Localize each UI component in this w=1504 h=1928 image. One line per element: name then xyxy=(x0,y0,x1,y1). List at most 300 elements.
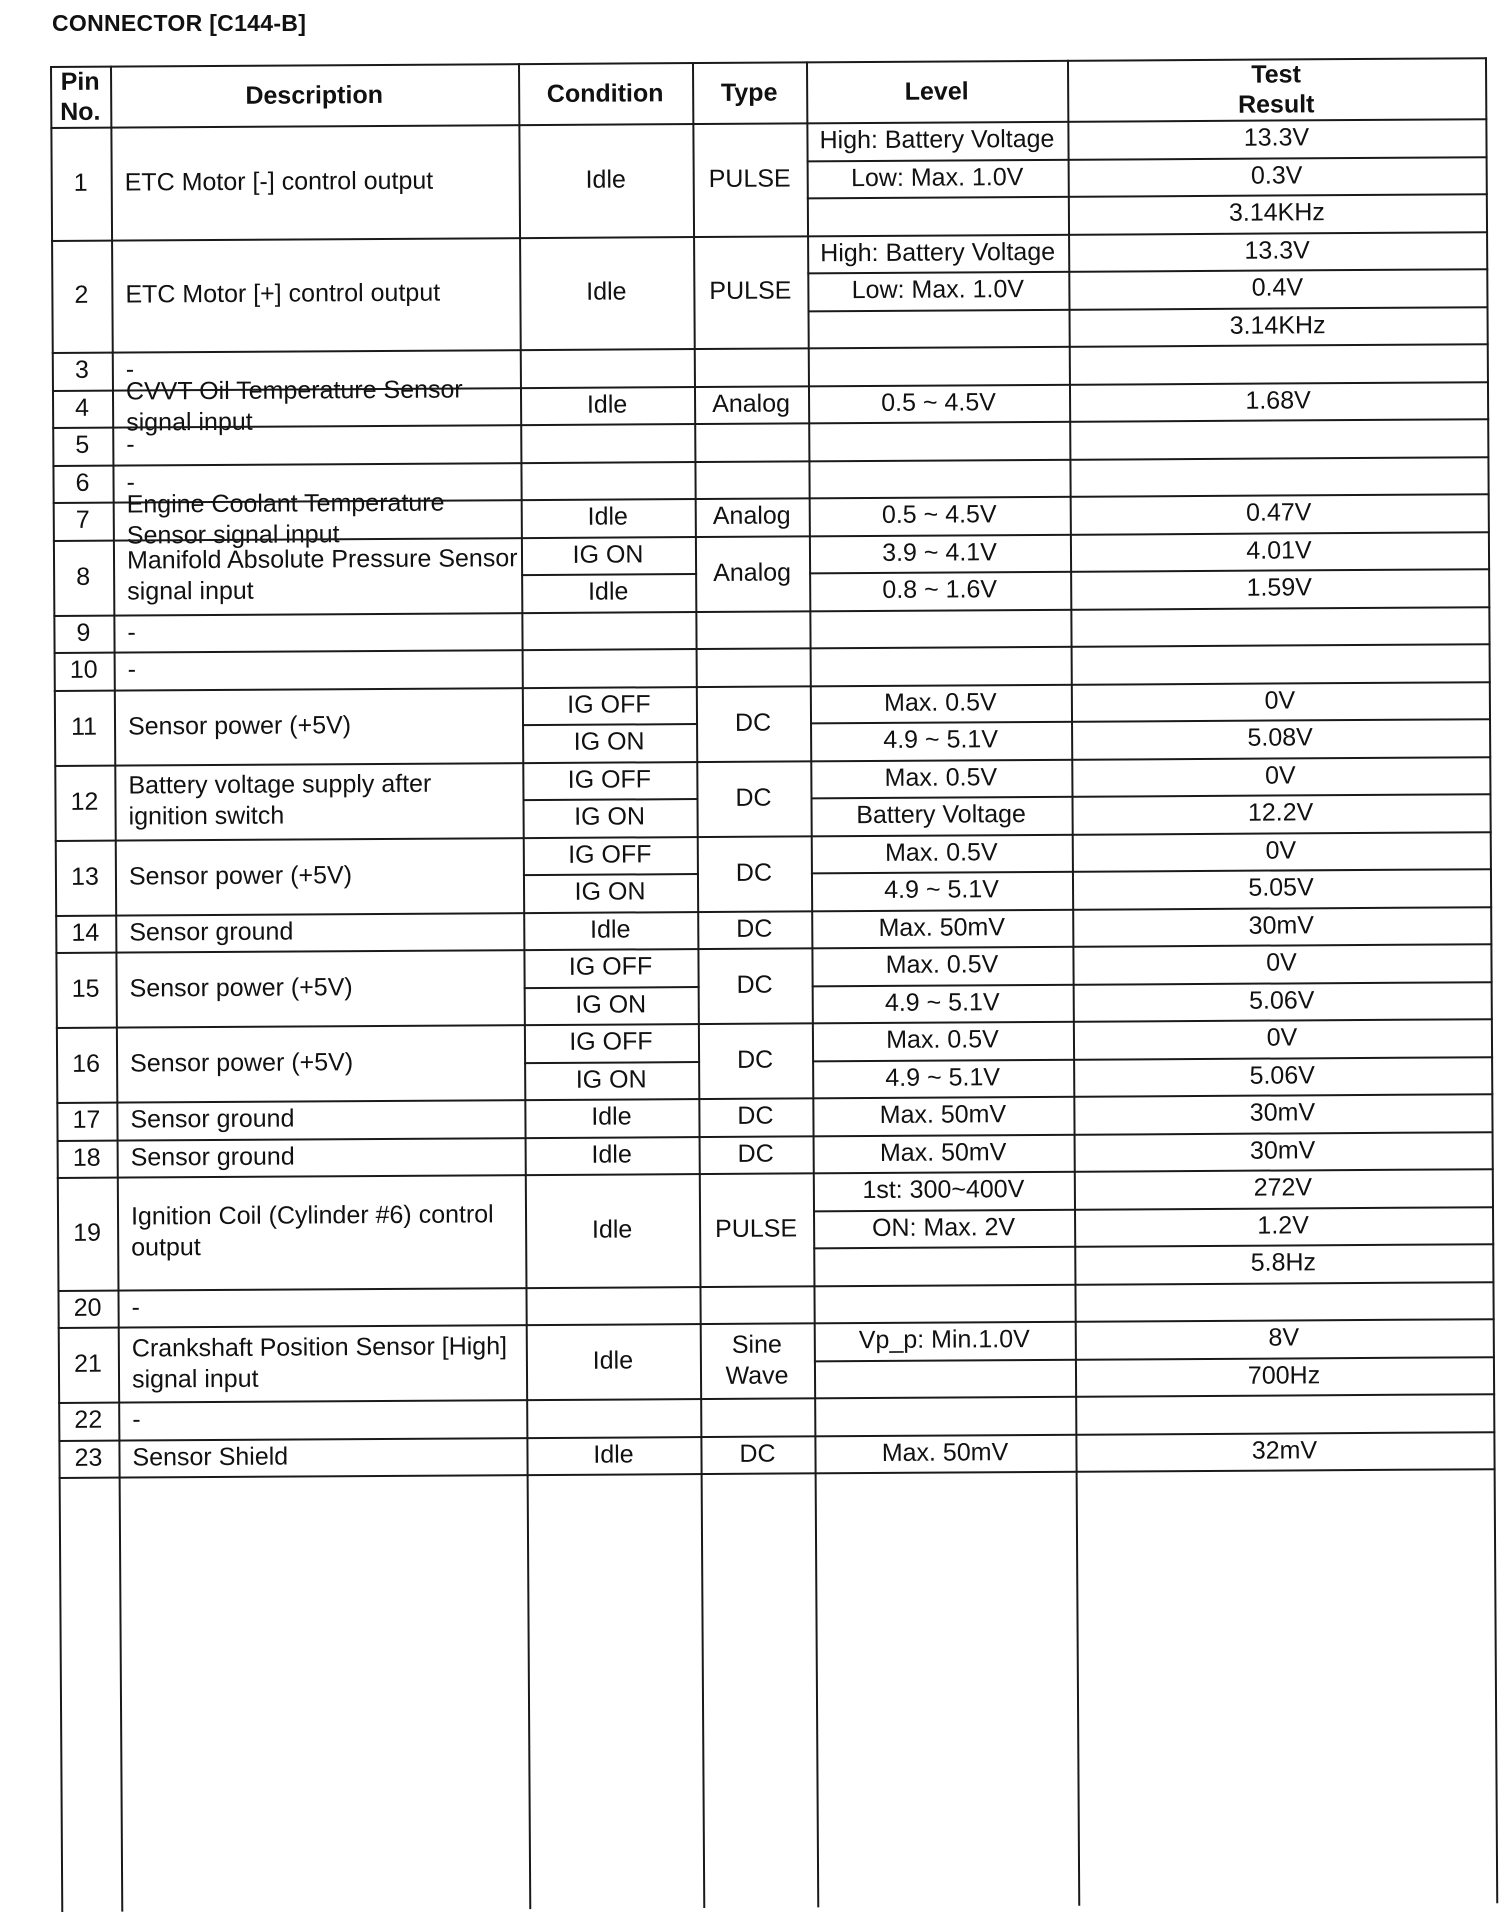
test-result-text: 5.05V xyxy=(1248,873,1314,902)
condition xyxy=(522,761,696,800)
pin-number-text: 3 xyxy=(74,356,89,385)
type xyxy=(698,1097,812,1135)
type-text: Analog xyxy=(713,557,792,587)
description-text: - xyxy=(131,1293,140,1322)
level-text: 4.9 ~ 5.1V xyxy=(885,1062,1001,1092)
test-result xyxy=(1073,1093,1491,1133)
level-text: Max. 0.5V xyxy=(886,1025,999,1055)
description-text: Sensor ground xyxy=(130,1142,295,1172)
test-result xyxy=(1071,643,1489,683)
description-text: Sensor power (+5V) xyxy=(127,710,352,741)
level xyxy=(811,946,1072,985)
condition-text: IG ON xyxy=(574,802,646,832)
test-result-text: 30mV xyxy=(1249,1098,1316,1127)
level-text: 0.5 ~ 4.5V xyxy=(881,500,997,530)
condition xyxy=(524,1098,698,1137)
condition-text: Idle xyxy=(585,165,626,194)
description xyxy=(110,124,519,239)
test-result xyxy=(1067,118,1485,158)
description-text: Ignition Coil (Cylinder #6) control output xyxy=(130,1200,494,1262)
type xyxy=(693,235,808,348)
condition xyxy=(523,873,697,912)
pin-number xyxy=(55,914,115,952)
pin-number xyxy=(50,127,111,240)
pin-number-text: 20 xyxy=(73,1293,102,1322)
type xyxy=(696,760,810,836)
header-pin-text: Pin No. xyxy=(60,67,101,126)
header-type-text: Type xyxy=(720,78,778,107)
test-result-text: 0.3V xyxy=(1250,161,1303,190)
description-text: Sensor power (+5V) xyxy=(128,860,353,891)
condition xyxy=(522,798,696,837)
description xyxy=(117,1287,525,1327)
type xyxy=(696,685,810,761)
level xyxy=(809,496,1070,535)
type-text: PULSE xyxy=(715,1214,798,1243)
type-text: DC xyxy=(737,1139,774,1168)
description xyxy=(116,1024,524,1101)
level-text: Max. 0.5V xyxy=(884,837,998,867)
type-text: DC xyxy=(735,783,772,812)
level-text: 4.9 ~ 5.1V xyxy=(884,987,1000,1017)
condition-text: Idle xyxy=(586,277,627,306)
description-text: Manifold Absolute Pressure Sensor signal input xyxy=(126,544,518,606)
type xyxy=(700,1397,814,1435)
description-text: - xyxy=(132,1405,141,1434)
level-text: High: Battery Voltage xyxy=(819,125,1055,155)
test-result xyxy=(1071,793,1489,833)
level xyxy=(808,308,1069,347)
test-result xyxy=(1073,1056,1491,1096)
level xyxy=(808,346,1069,385)
level xyxy=(814,1358,1075,1397)
condition-text: IG ON xyxy=(575,1065,647,1094)
type xyxy=(697,947,811,1023)
description xyxy=(118,1437,526,1477)
level xyxy=(812,1021,1073,1060)
header-type xyxy=(692,61,806,123)
test-result xyxy=(1070,568,1488,608)
test-result-text: 1.68V xyxy=(1245,386,1311,415)
condition-text: IG OFF xyxy=(567,765,652,794)
level xyxy=(811,908,1072,947)
description-text: ETC Motor [-] control output xyxy=(124,166,434,197)
level xyxy=(810,646,1071,685)
description xyxy=(112,424,520,464)
level xyxy=(809,571,1070,610)
type-text: PULSE xyxy=(709,276,792,306)
condition xyxy=(524,1061,698,1100)
pin-number-text: 19 xyxy=(73,1218,102,1247)
pin-number-text: 1 xyxy=(73,168,88,197)
type xyxy=(696,647,810,685)
level-text: 1st: 300~400V xyxy=(862,1175,1025,1205)
level xyxy=(808,421,1069,460)
test-result xyxy=(1071,756,1489,796)
test-result-text: 0.47V xyxy=(1245,498,1312,527)
test-result xyxy=(1075,1431,1493,1471)
description xyxy=(115,837,523,914)
test-result-text: 0V xyxy=(1266,948,1297,977)
pin-number xyxy=(53,502,113,540)
test-result xyxy=(1073,981,1491,1021)
test-result-text: 8V xyxy=(1268,1323,1300,1352)
pin-number xyxy=(53,539,113,614)
type xyxy=(695,535,809,611)
test-result-text: 1.59V xyxy=(1246,573,1312,602)
pin-number xyxy=(55,839,115,914)
condition xyxy=(523,836,697,875)
test-result xyxy=(1074,1206,1492,1246)
type-text: Analog xyxy=(712,501,791,531)
type xyxy=(700,1322,814,1398)
condition xyxy=(523,911,697,950)
level-text: Vp_p: Min.1.0V xyxy=(858,1325,1030,1355)
pin-number xyxy=(54,764,114,839)
level xyxy=(807,233,1068,272)
pin-number-text: 6 xyxy=(75,468,90,497)
description xyxy=(111,237,520,352)
test-result xyxy=(1074,1168,1492,1208)
description-text: Crankshaft Position Sensor [High] signal input xyxy=(131,1331,508,1394)
pin-number xyxy=(53,614,113,652)
level xyxy=(809,533,1070,572)
test-result xyxy=(1068,306,1486,346)
type xyxy=(699,1285,813,1323)
test-result xyxy=(1072,943,1490,983)
condition xyxy=(520,348,694,387)
test-result xyxy=(1068,193,1486,233)
test-result-text: 3.14KHz xyxy=(1228,198,1325,228)
level xyxy=(813,1133,1074,1172)
type-text: DC xyxy=(737,1101,774,1131)
type xyxy=(700,1435,814,1473)
type xyxy=(694,385,808,423)
level xyxy=(808,383,1069,422)
level xyxy=(811,871,1072,910)
condition xyxy=(521,573,695,612)
description xyxy=(118,1324,526,1401)
description xyxy=(115,912,523,952)
level-text: 4.9 ~ 5.1V xyxy=(883,725,999,755)
level xyxy=(813,1171,1074,1210)
level-text: Max. 50mV xyxy=(878,912,1006,942)
condition-text: Idle xyxy=(593,1440,634,1469)
description-text: Sensor ground xyxy=(130,1104,295,1134)
test-result xyxy=(1074,1281,1492,1321)
pin-number xyxy=(54,689,114,764)
pin-number-text: 17 xyxy=(72,1105,101,1135)
pin-number-text: 18 xyxy=(72,1143,101,1172)
test-result-text: 5.08V xyxy=(1247,723,1313,752)
test-result-text: 1.2V xyxy=(1257,1211,1309,1240)
level xyxy=(808,458,1069,497)
test-result-text: 700Hz xyxy=(1247,1361,1321,1390)
condition xyxy=(518,123,693,237)
description-text: Sensor power (+5V) xyxy=(129,973,353,1003)
pin-number xyxy=(58,1439,118,1477)
type xyxy=(694,347,808,385)
condition-text: IG ON xyxy=(573,727,645,757)
description-text: CVVT Oil Temperature Sensor signal input xyxy=(125,375,463,437)
description-text: Engine Coolant Temperature Sensor signal input xyxy=(126,488,445,550)
condition xyxy=(526,1436,700,1475)
level-text: Max. 0.5V xyxy=(884,687,997,717)
test-result-text: 13.3V xyxy=(1244,236,1310,265)
pin-number-text: 14 xyxy=(71,918,100,947)
pin-number xyxy=(52,464,112,502)
description xyxy=(114,762,522,839)
test-result-text: 30mV xyxy=(1248,911,1315,940)
condition xyxy=(525,1136,699,1175)
level-text: High: Battery Voltage xyxy=(820,237,1056,268)
condition xyxy=(521,498,695,537)
test-result xyxy=(1072,831,1490,871)
pin-number xyxy=(56,1102,116,1140)
test-result-text: 5.06V xyxy=(1249,1061,1315,1090)
test-result-text: 32mV xyxy=(1251,1436,1318,1465)
condition-text: IG OFF xyxy=(569,1027,653,1057)
pin-number xyxy=(58,1402,118,1440)
pin-number-text: 21 xyxy=(73,1349,102,1378)
level xyxy=(814,1433,1075,1472)
header-result-text: Test Result xyxy=(1237,59,1315,119)
pin-number-text: 9 xyxy=(76,618,91,647)
pin-number-text: 22 xyxy=(74,1405,103,1435)
type xyxy=(694,460,808,498)
test-result xyxy=(1075,1318,1493,1358)
condition-text: Idle xyxy=(592,1346,634,1375)
test-result xyxy=(1075,1356,1493,1396)
header-pin xyxy=(50,66,110,127)
test-result xyxy=(1074,1131,1492,1171)
pin-number-text: 12 xyxy=(70,787,99,816)
test-result xyxy=(1068,268,1486,308)
connector-title: CONNECTOR [C144-B] xyxy=(52,10,307,36)
type xyxy=(692,122,807,235)
condition xyxy=(520,386,694,425)
description xyxy=(117,1137,525,1177)
type-text: PULSE xyxy=(708,164,791,193)
level-text: 3.9 ~ 4.1V xyxy=(882,537,997,567)
level xyxy=(814,1321,1075,1360)
type-text: Sine Wave xyxy=(725,1330,789,1390)
condition-text: Idle xyxy=(590,915,631,944)
pin-number xyxy=(57,1177,118,1290)
type xyxy=(695,610,809,648)
level-text: Max. 0.5V xyxy=(884,762,998,792)
test-result xyxy=(1073,1018,1491,1058)
condition-text: Idle xyxy=(591,1215,633,1244)
condition xyxy=(522,648,696,687)
header-condition xyxy=(518,62,692,124)
level-text: Low: Max. 1.0V xyxy=(850,162,1024,192)
pin-number xyxy=(56,1027,116,1102)
type xyxy=(695,497,809,535)
pin-number-text: 4 xyxy=(75,393,90,422)
level-text: 0.5 ~ 4.5V xyxy=(881,387,996,417)
test-result-text: 12.2V xyxy=(1247,798,1314,827)
condition-text: IG OFF xyxy=(568,952,653,982)
test-result-text: 4.01V xyxy=(1246,536,1312,565)
level xyxy=(810,721,1071,760)
description xyxy=(112,375,520,437)
test-result-text: 5.06V xyxy=(1248,986,1315,1015)
description xyxy=(113,612,521,652)
test-result-text: 3.14KHz xyxy=(1229,310,1326,340)
level-text: Max. 0.5V xyxy=(885,950,999,980)
level xyxy=(813,1283,1074,1322)
description xyxy=(117,1174,526,1289)
condition xyxy=(521,611,695,650)
type xyxy=(694,422,808,460)
type-text: DC xyxy=(739,1439,776,1468)
condition xyxy=(524,1023,698,1062)
description-text: ETC Motor [+] control output xyxy=(125,278,441,309)
condition xyxy=(524,986,698,1025)
condition xyxy=(526,1323,700,1399)
pin-number-text: 10 xyxy=(69,655,98,685)
header-description xyxy=(110,63,518,126)
condition xyxy=(520,423,694,462)
condition-text: IG ON xyxy=(575,990,647,1019)
condition-text: IG OFF xyxy=(567,690,651,719)
level-text: ON: Max. 2V xyxy=(871,1212,1016,1242)
pin-number-text: 5 xyxy=(75,431,90,460)
level-text: 0.8 ~ 1.6V xyxy=(882,575,998,605)
pin-number xyxy=(54,652,114,690)
condition xyxy=(526,1398,700,1437)
pin-number-text: 8 xyxy=(76,562,91,591)
test-result xyxy=(1068,156,1486,196)
pin-number xyxy=(51,239,112,352)
level xyxy=(813,1208,1074,1247)
type xyxy=(697,910,811,948)
condition-text: Idle xyxy=(591,1102,632,1131)
description-text: Sensor ground xyxy=(129,917,294,947)
pin-number xyxy=(57,1289,117,1327)
description xyxy=(115,949,523,1026)
description-text: Battery voltage supply after ignition switch xyxy=(128,769,432,831)
condition xyxy=(525,1286,699,1325)
test-result xyxy=(1069,456,1487,496)
test-result xyxy=(1072,868,1490,908)
test-result-text: 0V xyxy=(1264,761,1296,790)
level xyxy=(814,1396,1075,1435)
condition xyxy=(521,536,695,575)
condition-text: IG OFF xyxy=(568,840,652,869)
condition xyxy=(520,461,694,500)
header-condition-text: Condition xyxy=(546,78,664,108)
test-result xyxy=(1069,381,1487,421)
level xyxy=(812,1058,1073,1097)
header-description-text: Description xyxy=(245,80,384,110)
header-level xyxy=(806,60,1067,123)
test-result xyxy=(1070,531,1488,571)
pin-number-text: 2 xyxy=(74,281,89,310)
condition xyxy=(523,948,697,987)
description-text: Sensor power (+5V) xyxy=(130,1048,354,1078)
description xyxy=(113,537,521,614)
test-result xyxy=(1070,493,1488,533)
type-text: DC xyxy=(735,858,773,887)
level xyxy=(812,983,1073,1022)
test-result-text: 272V xyxy=(1253,1173,1313,1202)
description-text: - xyxy=(127,618,136,647)
condition-text: Idle xyxy=(587,577,629,606)
condition xyxy=(522,723,696,762)
description-text: Sensor Shield xyxy=(132,1442,289,1472)
type xyxy=(699,1135,813,1173)
test-result-text: 0V xyxy=(1265,836,1297,865)
level-text: Max. 50mV xyxy=(879,1100,1007,1130)
level xyxy=(809,608,1070,647)
pin-number xyxy=(52,427,112,465)
level xyxy=(811,833,1072,872)
pin-number-text: 13 xyxy=(70,862,99,891)
pin-number-text: 15 xyxy=(71,974,100,1003)
level xyxy=(813,1246,1074,1285)
level-text: Max. 50mV xyxy=(879,1137,1007,1167)
condition-text: Idle xyxy=(587,502,629,531)
type xyxy=(699,1172,814,1285)
level xyxy=(806,121,1067,160)
type-text: DC xyxy=(736,914,773,943)
description xyxy=(114,649,522,689)
level xyxy=(810,683,1071,722)
test-result xyxy=(1070,606,1488,646)
type-text: DC xyxy=(736,970,773,999)
pin-number xyxy=(55,952,115,1027)
level-text: Battery Voltage xyxy=(856,800,1026,830)
type-text: Analog xyxy=(712,389,791,418)
level-text: 4.9 ~ 5.1V xyxy=(884,875,999,905)
level xyxy=(807,271,1068,310)
test-result xyxy=(1072,906,1490,946)
test-result-text: 0V xyxy=(1264,686,1296,715)
pin-number-text: 11 xyxy=(70,712,98,741)
type-text: DC xyxy=(736,1045,774,1074)
header-result xyxy=(1067,57,1485,121)
type xyxy=(697,835,811,911)
condition xyxy=(522,686,696,725)
level xyxy=(810,758,1071,797)
description-text: - xyxy=(125,355,135,384)
pin-number xyxy=(58,1327,118,1402)
test-result-text: 5.8Hz xyxy=(1250,1248,1317,1277)
level-text: Max. 50mV xyxy=(881,1437,1009,1467)
level-text: Low: Max. 1.0V xyxy=(851,275,1025,305)
test-result xyxy=(1068,231,1486,271)
test-result-text: 0V xyxy=(1266,1023,1298,1052)
test-result xyxy=(1069,343,1487,383)
level xyxy=(812,1096,1073,1135)
pin-number-text: 23 xyxy=(74,1443,103,1472)
pin-number xyxy=(52,389,112,427)
pin-number xyxy=(52,352,112,390)
level xyxy=(810,796,1071,835)
condition-text: IG ON xyxy=(574,877,646,907)
pin-number xyxy=(57,1139,117,1177)
test-result xyxy=(1075,1393,1493,1433)
test-result xyxy=(1069,418,1487,458)
condition xyxy=(525,1173,700,1287)
description xyxy=(113,488,521,550)
condition xyxy=(519,236,694,350)
test-result xyxy=(1074,1243,1492,1283)
connector-table xyxy=(50,57,1496,1912)
description-text: - xyxy=(126,430,135,459)
